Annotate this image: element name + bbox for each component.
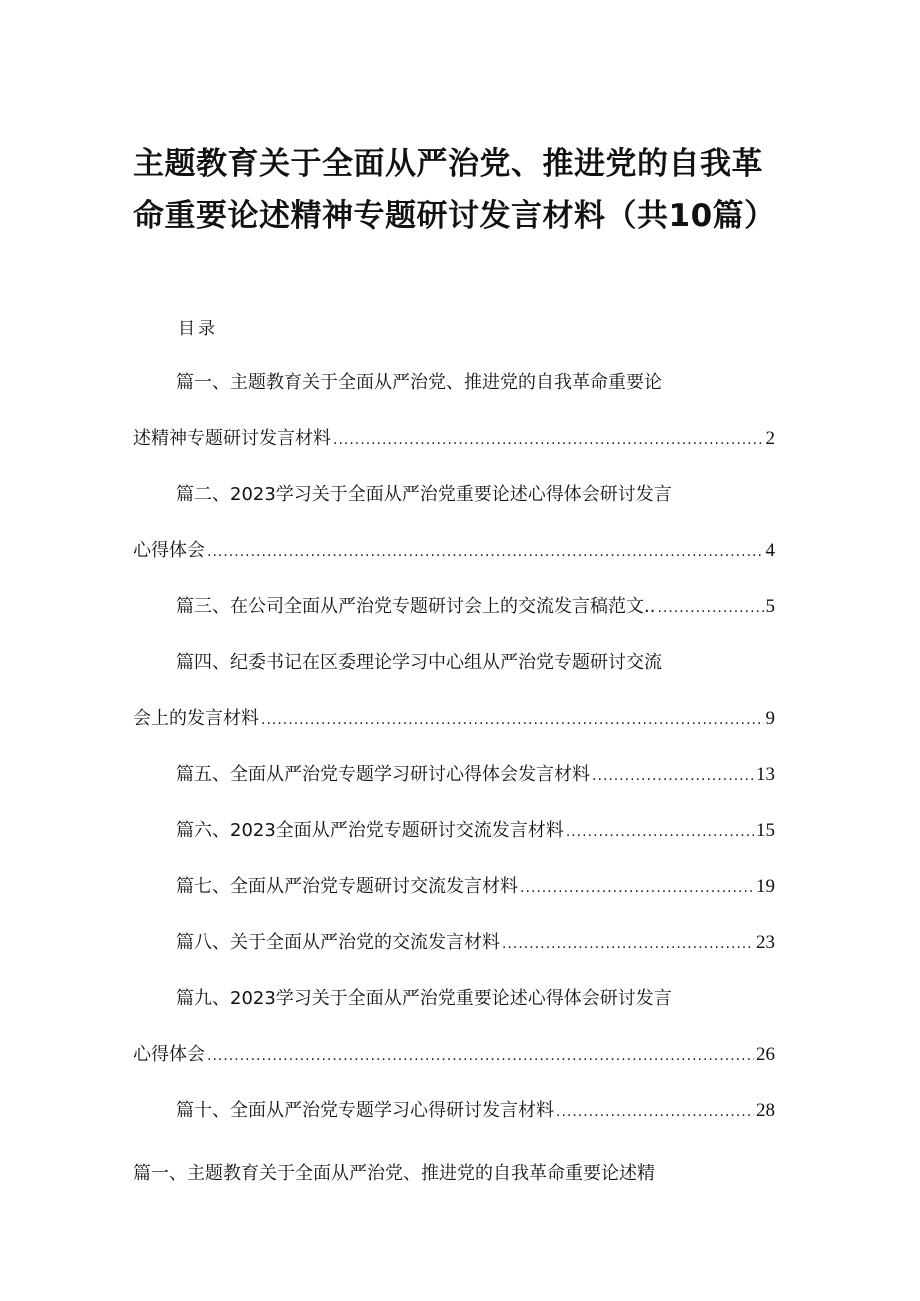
toc-entry-text: 篇九、2023学习关于全面从严治党重要论述心得体会研讨发言: [176, 988, 672, 1009]
toc-entry-text: 篇六、2023全面从严治党专题研讨交流发言材料: [176, 820, 564, 841]
toc-entry-line[interactable]: [133, 706, 775, 733]
toc-page-number: 23: [756, 932, 775, 953]
toc-page-number: 4: [765, 540, 775, 561]
toc-entry-text: 篇十、全面从严治党专题学习心得研讨发言材料: [176, 1100, 554, 1121]
toc-leader-dots: [207, 1043, 754, 1069]
toc-page-number: 28: [756, 1100, 775, 1121]
toc-leader-dots: [520, 875, 754, 901]
toc-entry-line[interactable]: [176, 650, 662, 676]
toc-entry-text: 篇五、全面从严治党专题学习研讨心得体会发言材料: [176, 764, 590, 785]
toc-entry-text: 心得体会: [133, 540, 205, 561]
toc-leader-dots: [207, 539, 764, 565]
toc-entry-line[interactable]: [133, 426, 775, 453]
section-heading: 篇一、主题教育关于全面从严治党、推进党的自我革命重要论述精: [133, 1163, 655, 1184]
toc-entry-line[interactable]: [176, 874, 775, 901]
toc-leader-dots: [333, 427, 764, 453]
toc-page-number: 9: [765, 708, 775, 729]
toc-heading: 目录: [178, 319, 218, 339]
toc-leader-dots: [592, 763, 754, 789]
toc-leader-dots: [657, 595, 763, 621]
toc-leader-dots: [566, 819, 754, 845]
toc-page-number: 15: [756, 820, 775, 841]
toc-entry-text: 述精神专题研讨发言材料: [133, 428, 331, 449]
toc-entry-line[interactable]: [176, 594, 775, 621]
toc-page-number: 26: [756, 1044, 775, 1065]
toc-page-number: 13: [756, 764, 775, 785]
toc-entry-line[interactable]: [176, 1098, 775, 1125]
toc-entry-line[interactable]: [176, 482, 672, 508]
document-title: 主题教育关于全面从严治党、推进党的自我革命重要论述精神专题研讨发言材料（共10篇）: [133, 146, 776, 234]
toc-entry-text: 篇四、纪委书记在区委理论学习中心组从严治党专题研讨交流: [176, 652, 662, 673]
toc-entry-line[interactable]: [176, 930, 775, 957]
toc-entry-line[interactable]: [176, 762, 775, 789]
toc-entry-text: 篇二、2023学习关于全面从严治党重要论述心得体会研讨发言: [176, 484, 672, 505]
toc-leader-dots: [261, 707, 764, 733]
toc-entry-text: 篇八、关于全面从严治党的交流发言材料: [176, 932, 500, 953]
toc-page-number: 19: [756, 876, 775, 897]
toc-entry-line[interactable]: [176, 986, 672, 1012]
toc-leader-dots: [502, 931, 754, 957]
toc-entry-text: 篇一、主题教育关于全面从严治党、推进党的自我革命重要论: [176, 372, 662, 393]
toc-entry-line[interactable]: [133, 1042, 775, 1069]
toc-entry-text: 心得体会: [133, 1044, 205, 1065]
toc-entry-line[interactable]: [176, 370, 662, 396]
toc-page-number: 5: [765, 596, 775, 617]
toc-entry-line[interactable]: [176, 818, 775, 845]
toc-entry-text: 会上的发言材料: [133, 708, 259, 729]
toc-entry-text: 篇七、全面从严治党专题研讨交流发言材料: [176, 876, 518, 897]
toc-entry-line[interactable]: [133, 538, 775, 565]
toc-entry-text: 篇三、在公司全面从严治党专题研讨会上的交流发言稿范文..: [176, 596, 656, 617]
toc-page-number: 2: [765, 428, 775, 449]
toc-leader-dots: [556, 1099, 754, 1125]
